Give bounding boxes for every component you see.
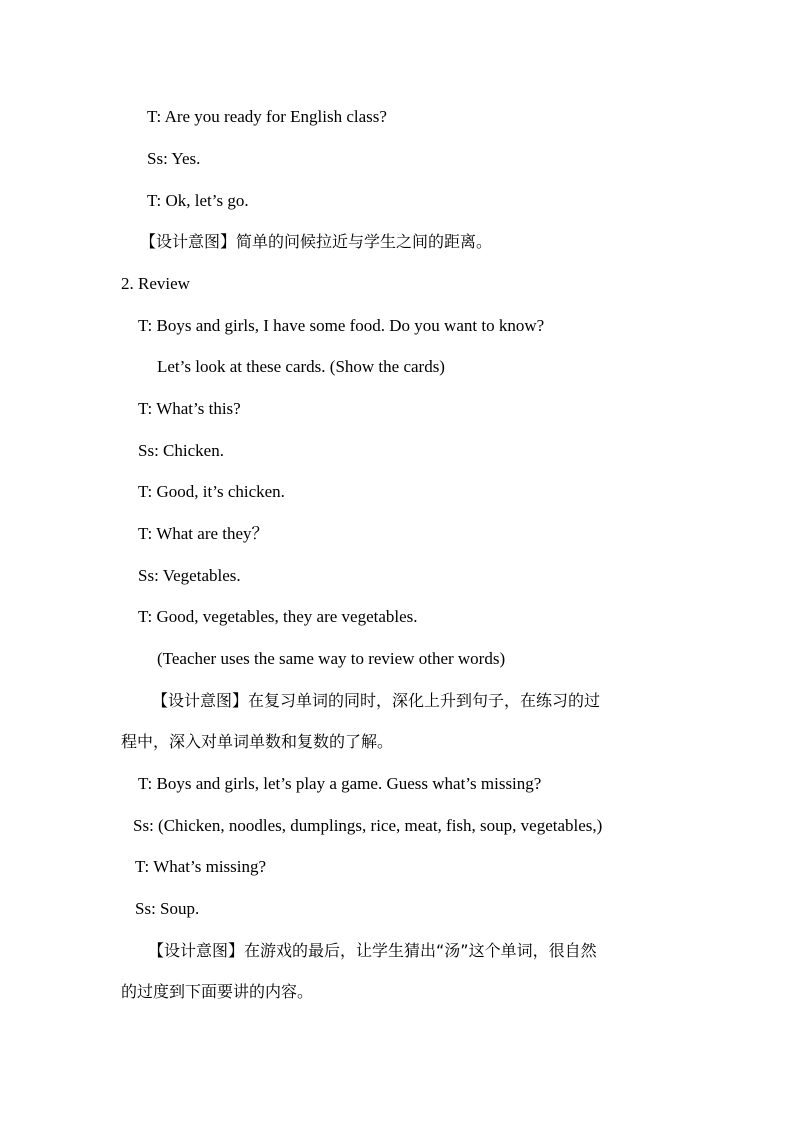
- dialogue-line: Ss: Vegetables.: [138, 566, 241, 585]
- dialogue-line: T: Are you ready for English class?: [147, 107, 387, 126]
- dialogue-line: T: Good, vegetables, they are vegetables.: [138, 607, 418, 626]
- dialogue-line: Let’s look at these cards. (Show the cards): [157, 357, 445, 376]
- design-intent-note: 【设计意图】在复习单词的同时，深化上升到句子，在练习的过: [152, 691, 601, 710]
- dialogue-line: Ss: (Chicken, noodles, dumplings, rice, meat, fish, soup, vegetables,): [133, 816, 603, 835]
- design-intent-note-continued: 的过度到下面要讲的内容。: [121, 982, 314, 1001]
- design-intent-note: 【设计意图】在游戏的最后，让学生猜出“汤”这个单词，很自然: [148, 941, 597, 960]
- design-intent-note: 【设计意图】简单的问候拉近与学生之间的距离。: [140, 232, 493, 251]
- dialogue-line: Ss: Yes.: [147, 149, 201, 168]
- dialogue-line: T: Boys and girls, let’s play a game. Guess what’s missing?: [138, 774, 542, 793]
- section-heading: 2. Review: [121, 274, 190, 293]
- dialogue-line: T: Good, it’s chicken.: [138, 482, 285, 501]
- dialogue-line: Ss: Soup.: [135, 899, 200, 918]
- design-intent-note-continued: 程中，深入对单词单数和复数的了解。: [121, 732, 394, 751]
- dialogue-line: T: What are they？: [138, 524, 269, 543]
- dialogue-line: T: Ok, let’s go.: [147, 191, 249, 210]
- dialogue-line: (Teacher uses the same way to review other words): [157, 649, 506, 668]
- dialogue-line: T: Boys and girls, I have some food. Do you want to know?: [138, 316, 545, 335]
- dialogue-line: T: What’s missing?: [135, 857, 267, 876]
- dialogue-line: T: What’s this?: [138, 399, 241, 418]
- dialogue-line: Ss: Chicken.: [138, 441, 224, 460]
